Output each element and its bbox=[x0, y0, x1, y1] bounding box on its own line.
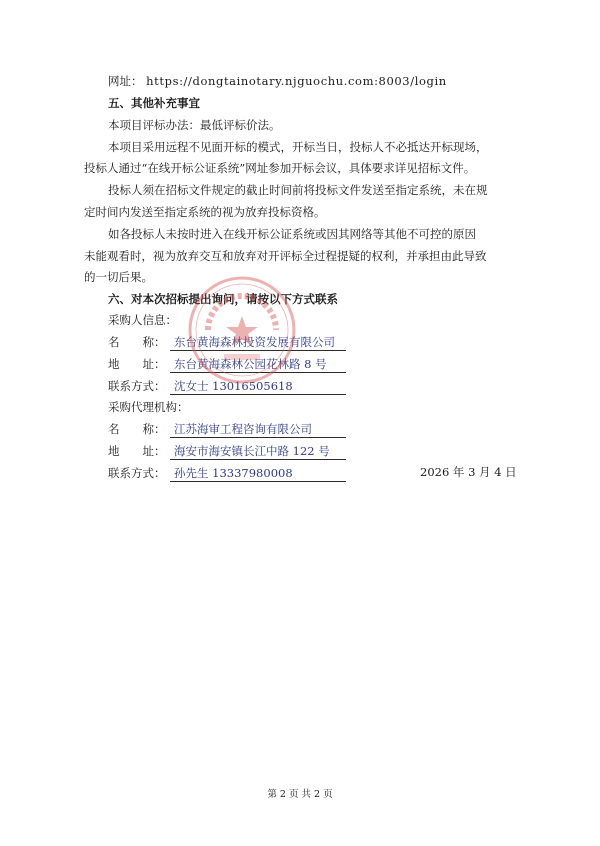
agency-contact-underline bbox=[170, 481, 346, 482]
purchaser-name-value: 东台黄海森林投资发展有限公司 bbox=[174, 335, 335, 349]
section5-line1: 本项目评标办法：最低评标价法。 bbox=[108, 118, 281, 132]
page-footer: 第 2 页 共 2 页 bbox=[267, 789, 333, 800]
agency-name-value: 江苏海审工程咨询有限公司 bbox=[174, 422, 312, 436]
agency-address-underline bbox=[170, 459, 346, 460]
agency-title: 采购代理机构： bbox=[108, 400, 189, 414]
url-value: https://dongtainotary.njguochu.com:8003/login bbox=[146, 74, 447, 88]
section5-p3-line2: 定时间内发送至指定系统的视为放弃投标资格。 bbox=[84, 205, 326, 219]
purchaser-name-label: 名 称： bbox=[108, 335, 166, 349]
purchaser-address-value: 东台黄海森林公园花林路 8 号 bbox=[174, 357, 327, 371]
agency-name-underline bbox=[170, 437, 346, 438]
purchaser-contact-value: 沈女士 13016505618 bbox=[174, 379, 293, 393]
section6-heading: 六、对本次招标提出询问，请按以下方式联系 bbox=[108, 292, 338, 306]
section5-p4-line3: 的一切后果。 bbox=[84, 270, 153, 284]
agency-contact-label: 联系方式： bbox=[108, 466, 166, 480]
section5-p4-line1: 如各投标人未按时进入在线开标公证系统或因其网络等其他不可控的原因 bbox=[108, 227, 476, 241]
agency-address-value: 海安市海安镇长江中路 122 号 bbox=[174, 444, 330, 458]
section5-heading: 五、其他补充事宜 bbox=[108, 96, 200, 110]
agency-contact-value: 孙先生 13337980008 bbox=[174, 466, 293, 480]
url-line bbox=[108, 74, 447, 88]
section5-p3-line1: 投标人须在招标文件规定的截止时间前将投标文件发送至指定系统，未在规 bbox=[108, 183, 488, 197]
agency-address-label: 地 址： bbox=[108, 444, 166, 458]
section5-p4-line2: 未能观看时，视为放弃交互和放弃对开评标全过程提疑的权利，并承担由此导致 bbox=[84, 249, 487, 263]
purchaser-address-label: 地 址： bbox=[108, 357, 166, 371]
document-date: 2026 年 3 月 4 日 bbox=[420, 465, 517, 479]
url-label: 网址： bbox=[108, 74, 143, 88]
purchaser-contact-underline bbox=[170, 394, 346, 395]
company-seal-stamp bbox=[186, 274, 298, 386]
section5-p2-line2: 投标人通过“在线开标公证系统”网址参加开标会议，具体要求详见招标文件。 bbox=[84, 161, 476, 175]
purchaser-contact-label: 联系方式： bbox=[108, 379, 166, 393]
agency-name-label: 名 称： bbox=[108, 422, 166, 436]
section5-p2-line1: 本项目采用远程不见面开标的模式，开标当日，投标人不必抵达开标现场， bbox=[108, 140, 488, 154]
purchaser-title: 采购人信息： bbox=[108, 313, 177, 327]
